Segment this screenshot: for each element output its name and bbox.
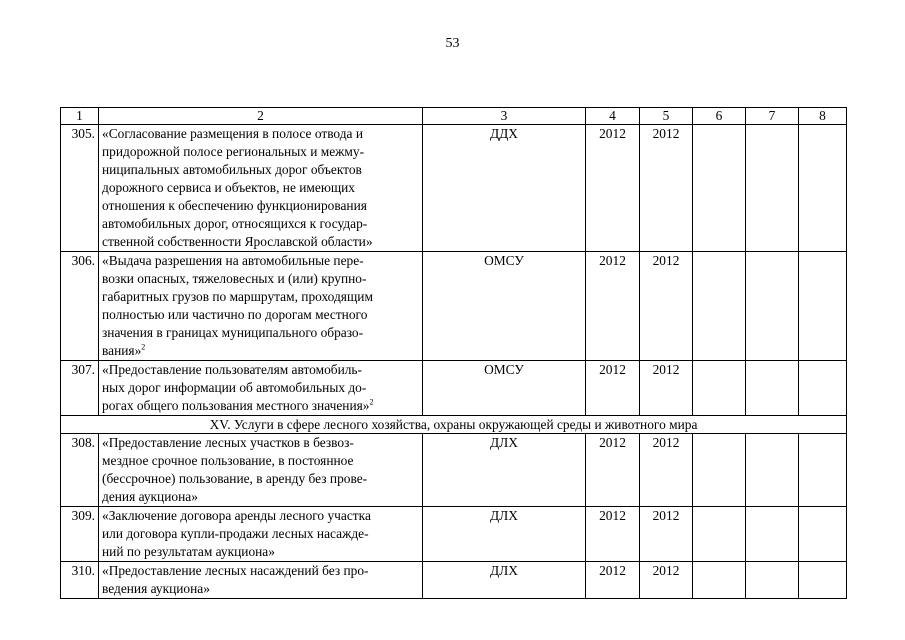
services-table	[60, 107, 847, 599]
page-number: 53	[445, 36, 460, 51]
year-cell: 2012	[640, 562, 693, 599]
name-line: дения аукциона»	[102, 489, 198, 504]
service-name	[99, 562, 423, 599]
name-line: ниципальных автомобильных дорог объектов	[102, 162, 362, 177]
footnote-marker: 2	[141, 342, 146, 352]
empty-cell	[693, 125, 746, 252]
name-line: (бессрочное) пользование, в аренду без прове-	[102, 471, 368, 486]
name-line-text: вания»	[102, 343, 142, 358]
agency-cell: ДЛХ	[423, 507, 586, 562]
header-cell: 4	[586, 108, 640, 125]
year-cell: 2012	[640, 434, 693, 507]
table-row	[61, 252, 847, 361]
name-line: отношения к обеспечению функционирования	[102, 198, 367, 213]
name-line	[102, 397, 419, 415]
name-line: ведения аукциона»	[102, 581, 210, 596]
table-row	[61, 125, 847, 252]
year-cell: 2012	[586, 361, 640, 416]
agency-cell: ОМСУ	[423, 252, 586, 361]
name-line: «Предоставление лесных участков в безвоз-	[102, 435, 354, 450]
empty-cell	[693, 507, 746, 562]
agency-cell: ДЛХ	[423, 434, 586, 507]
name-line: автомобильных дорог, относящихся к государ-	[102, 216, 368, 231]
header-cell: 6	[693, 108, 746, 125]
row-number: 305.	[61, 125, 99, 252]
service-name	[99, 125, 423, 252]
name-line: «Предоставление пользователям автомобиль-	[102, 362, 362, 377]
name-line: «Согласование размещения в полосе отвода и	[102, 126, 364, 141]
header-cell: 8	[799, 108, 847, 125]
empty-cell	[799, 562, 847, 599]
row-number: 306.	[61, 252, 99, 361]
empty-cell	[799, 252, 847, 361]
empty-cell	[799, 361, 847, 416]
header-row	[61, 108, 847, 125]
year-cell: 2012	[586, 125, 640, 252]
name-line: полностью или частично по дорогам местного	[102, 307, 368, 322]
header-cell: 2	[99, 108, 423, 125]
name-line: «Предоставление лесных насаждений без про-	[102, 563, 369, 578]
empty-cell	[799, 507, 847, 562]
year-cell: 2012	[640, 125, 693, 252]
service-name	[99, 361, 423, 416]
empty-cell	[693, 252, 746, 361]
year-cell: 2012	[586, 562, 640, 599]
name-line: «Заключение договора аренды лесного участка	[102, 508, 371, 523]
empty-cell	[746, 562, 799, 599]
row-number: 309.	[61, 507, 99, 562]
header-cell: 1	[61, 108, 99, 125]
name-line: возки опасных, тяжеловесных и (или) крупно-	[102, 271, 367, 286]
empty-cell	[693, 434, 746, 507]
service-name	[99, 252, 423, 361]
name-line: габаритных грузов по маршрутам, проходящим	[102, 289, 373, 304]
name-line-text: рогах общего пользования местного значения»	[102, 398, 370, 413]
header-cell: 7	[746, 108, 799, 125]
agency-cell: ОМСУ	[423, 361, 586, 416]
service-name	[99, 434, 423, 507]
name-line: или договора купли-продажи лесных насажде-	[102, 526, 369, 541]
empty-cell	[746, 125, 799, 252]
service-name	[99, 507, 423, 562]
year-cell: 2012	[586, 507, 640, 562]
year-cell: 2012	[586, 434, 640, 507]
row-number: 310.	[61, 562, 99, 599]
name-line	[102, 342, 419, 360]
name-line: придорожной полосе региональных и межму-	[102, 144, 365, 159]
table-row	[61, 434, 847, 507]
table-row	[61, 507, 847, 562]
empty-cell	[693, 361, 746, 416]
table-row	[61, 361, 847, 416]
name-line: ственной собственности Ярославской области»	[102, 234, 373, 249]
empty-cell	[746, 507, 799, 562]
year-cell: 2012	[640, 507, 693, 562]
year-cell: 2012	[586, 252, 640, 361]
empty-cell	[799, 125, 847, 252]
name-line: ний по результатам аукциона»	[102, 544, 275, 559]
section-title: XV. Услуги в сфере лесного хозяйства, охраны окружающей среды и животного мира	[61, 416, 847, 434]
year-cell: 2012	[640, 252, 693, 361]
section-row	[61, 416, 847, 434]
footnote-marker: 2	[369, 397, 374, 407]
name-line: дорожного сервиса и объектов, не имеющих	[102, 180, 356, 195]
empty-cell	[746, 252, 799, 361]
empty-cell	[693, 562, 746, 599]
table-row	[61, 562, 847, 599]
name-line: мездное срочное пользование, в постоянное	[102, 453, 354, 468]
row-number: 307.	[61, 361, 99, 416]
empty-cell	[746, 434, 799, 507]
name-line: значения в границах муниципального образо-	[102, 325, 364, 340]
agency-cell: ДДХ	[423, 125, 586, 252]
header-cell: 5	[640, 108, 693, 125]
name-line: «Выдача разрешения на автомобильные пере-	[102, 253, 364, 268]
empty-cell	[799, 434, 847, 507]
name-line: ных дорог информации об автомобильных до-	[102, 380, 367, 395]
empty-cell	[746, 361, 799, 416]
row-number: 308.	[61, 434, 99, 507]
agency-cell: ДЛХ	[423, 562, 586, 599]
header-cell: 3	[423, 108, 586, 125]
year-cell: 2012	[640, 361, 693, 416]
